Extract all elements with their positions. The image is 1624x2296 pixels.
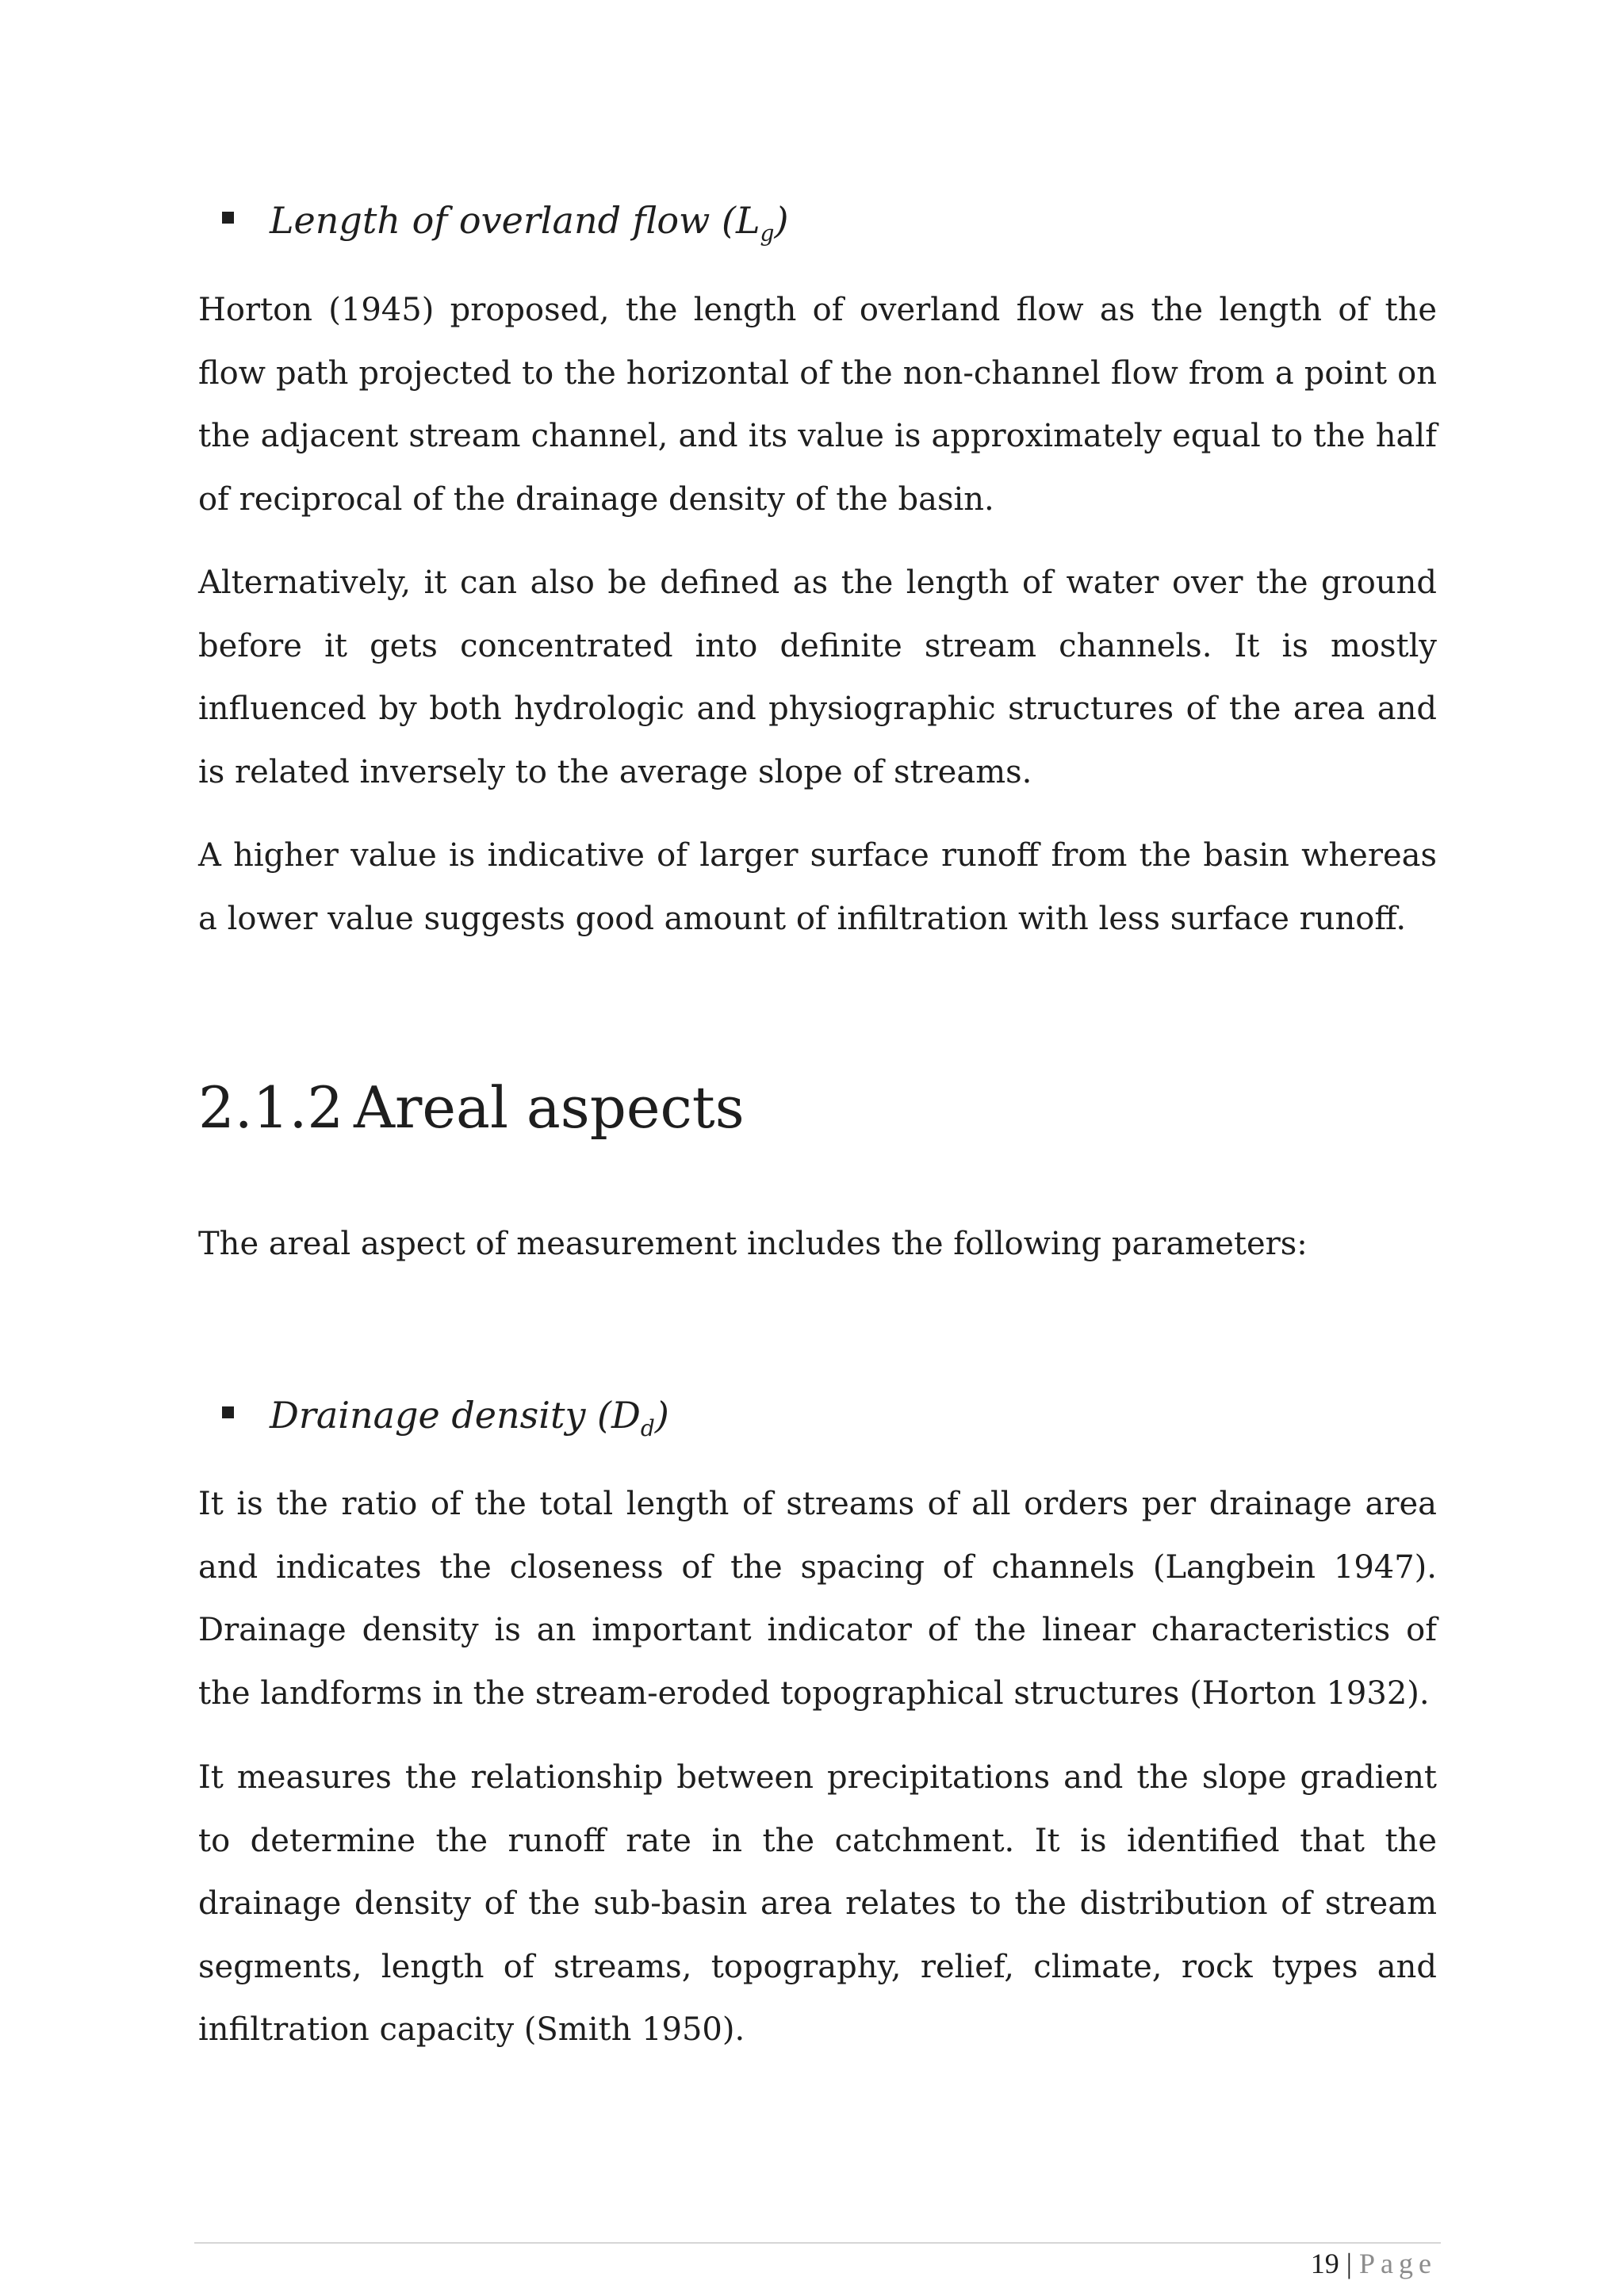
- paragraph: It is the ratio of the total length of streams of all orders per drainage area and indicates the closeness of the spacing of channels (Langbein 1947). Drainage density is an important indicator of the linear characteristics of the landforms in the stream-eroded topographical structures (Horton 1932).: [198, 1486, 1437, 1712]
- section-number: 2.1.2: [198, 1074, 344, 1141]
- paragraph: A higher value is indicative of larger surface runoff from the basin whereas a lower value suggests good amount of infiltration with less surface runoff.: [198, 837, 1437, 937]
- footer-divider: [194, 2242, 1441, 2244]
- subheading-subscript: d: [640, 1415, 655, 1442]
- section-heading-areal-aspects: [198, 1072, 745, 1143]
- subheading-close: ): [654, 1394, 669, 1437]
- subheading-subscript: g: [760, 220, 775, 247]
- footer-separator: |: [1346, 2248, 1353, 2279]
- page-label: Page: [1359, 2248, 1437, 2279]
- page-number: 19: [1310, 2248, 1339, 2279]
- page-footer: [1311, 2246, 1437, 2281]
- section-title: Areal aspects: [354, 1074, 745, 1141]
- subheading-text: Length of overland flow (L: [270, 199, 760, 242]
- section-intro: The areal aspect of measurement includes the following parameters:: [198, 1226, 1308, 1262]
- subheading-length-of-overland-flow: [270, 197, 789, 247]
- paragraph: Alternatively, it can also be defined as the length of water over the ground before it gets concentrated into definite stream channels. It is mostly influenced by both hydrologic and physiographic structures of the area and is related inversely to the average slope of streams.: [198, 564, 1437, 790]
- subheading-drainage-density: [270, 1391, 669, 1442]
- square-bullet-icon: [222, 1406, 234, 1418]
- paragraph: Horton (1945) proposed, the length of overland flow as the length of the flow path projected to the horizontal of the non-channel flow from a point on the adjacent stream channel, and its value is approximately equal to the half of reciprocal of the drainage density of the basin.: [198, 292, 1437, 518]
- square-bullet-icon: [222, 212, 234, 224]
- subheading-text: Drainage density (D: [270, 1394, 641, 1437]
- subheading-close: ): [774, 199, 789, 242]
- paragraph: It measures the relationship between precipitations and the slope gradient to determine the runoff rate in the catchment. It is identified that the drainage density of the sub-basin area relates to the distribution of stream segments, length of streams, topography, relief, climate, rock types and infiltration capacity (Smith 1950).: [198, 1759, 1437, 2048]
